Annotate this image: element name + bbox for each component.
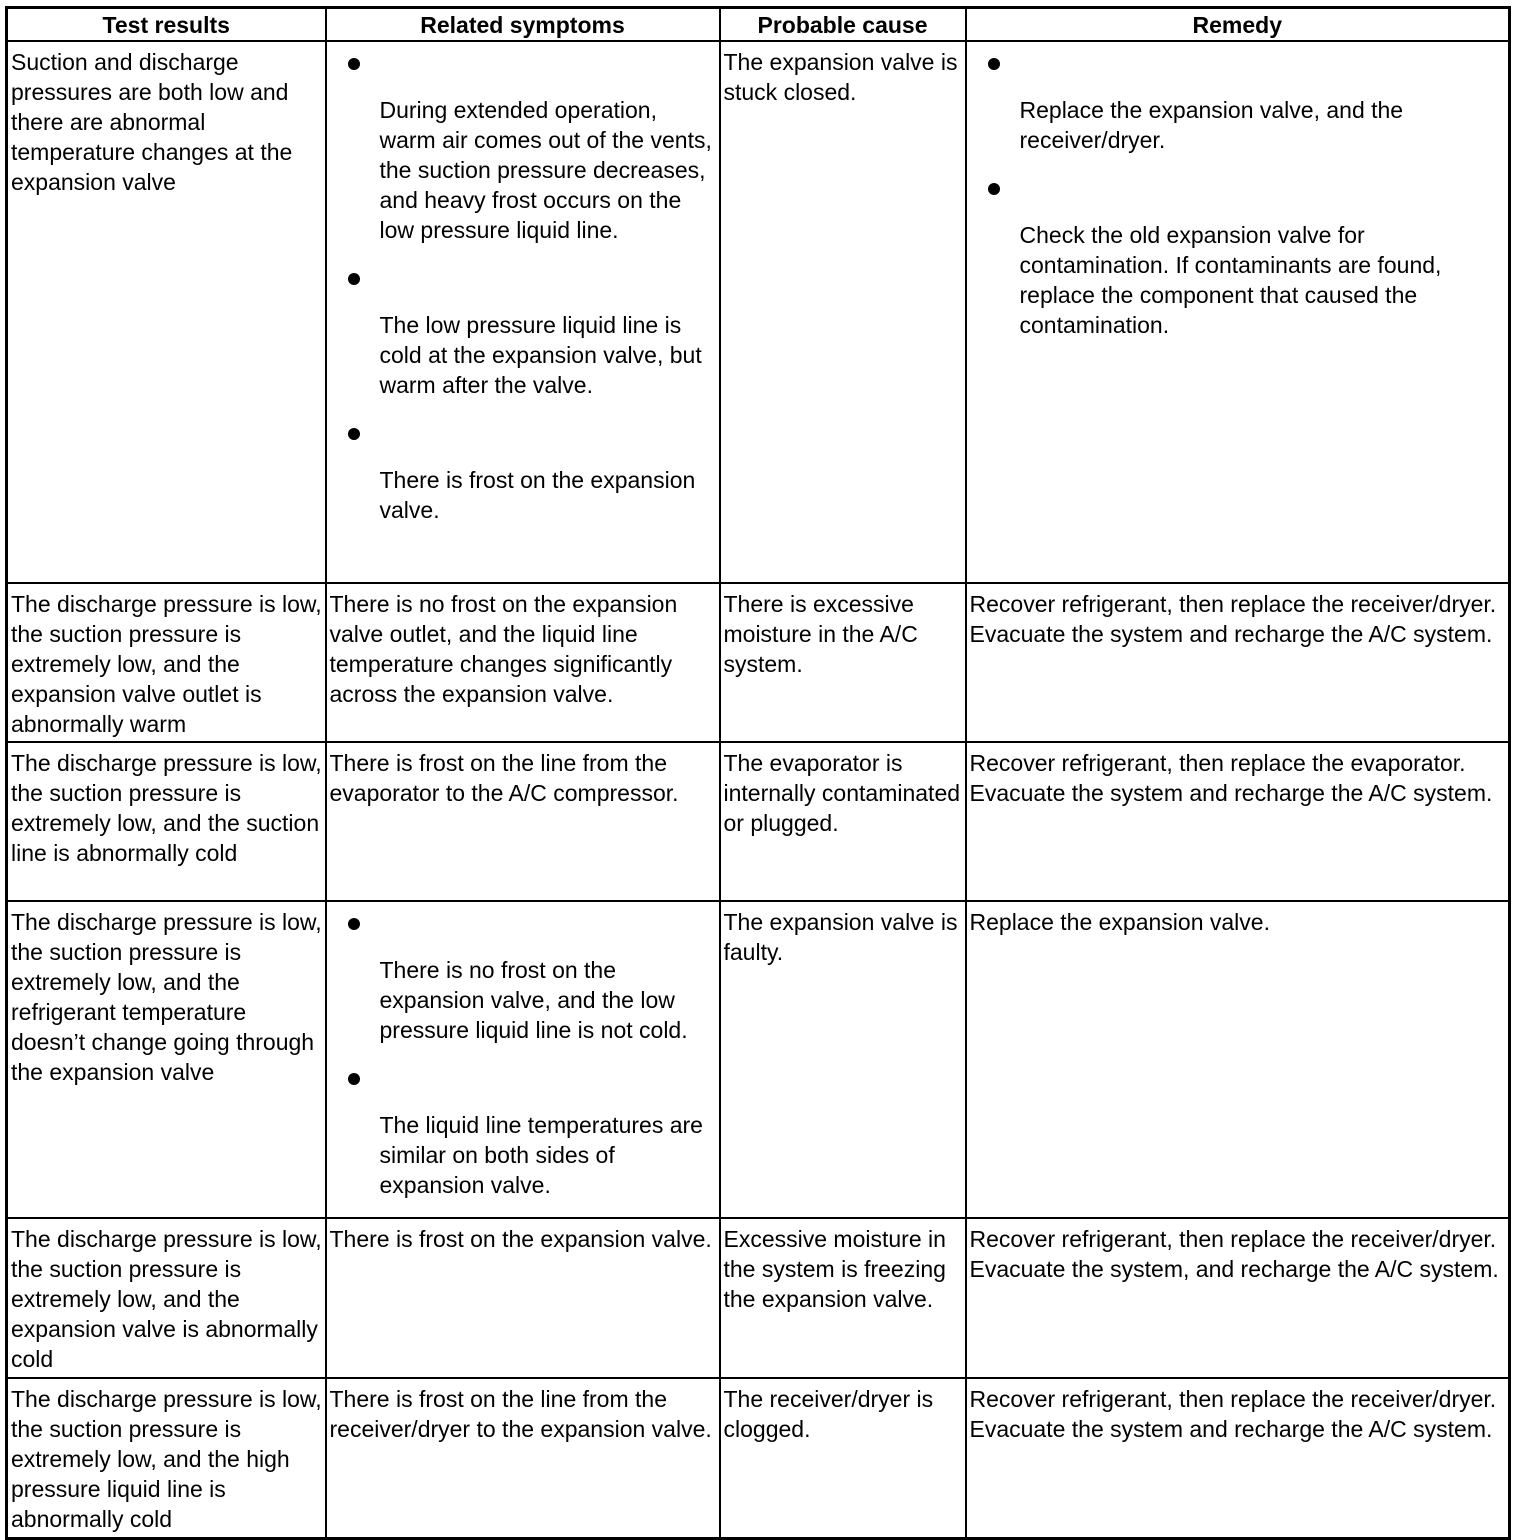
test-result-cell: Suction and discharge pressures are both low and there are abnormal temperature changes at the expansion valve	[7, 41, 326, 583]
symptoms-list	[330, 50, 717, 525]
table-row	[7, 41, 1510, 583]
test-result-cell: The discharge pressure is low, the suction pressure is extremely low, and the expansion valve is abnormally cold	[7, 1218, 326, 1378]
remedy-cell	[966, 41, 1510, 583]
test-result-cell: The discharge pressure is low, the suction pressure is extremely low, and the high pressure liquid line is abnormally cold	[7, 1378, 326, 1539]
table-row	[7, 742, 1510, 901]
table-row	[7, 901, 1510, 1218]
test-result-cell: The discharge pressure is low, the suction pressure is extremely low, and the refrigerant temperature doesn’t change going through the expansion valve	[7, 901, 326, 1218]
remedy-item: Replace the expansion valve, and the receiver/dryer.	[970, 50, 1507, 175]
symptoms-list	[330, 910, 717, 1200]
cause-cell: Excessive moisture in the system is freezing the expansion valve.	[720, 1218, 966, 1378]
cause-cell: There is excessive moisture in the A/C system.	[720, 583, 966, 742]
remedy-item: Check the old expansion valve for contamination. If contaminants are found, replace the component that caused the contamination.	[970, 175, 1507, 340]
remedy-cell: Recover refrigerant, then replace the receiver/dryer. Evacuate the system and recharge the A/C system.	[966, 1378, 1510, 1539]
symptoms-cell: There is frost on the line from the receiver/dryer to the expansion valve.	[326, 1378, 720, 1539]
symptoms-cell: There is no frost on the expansion valve outlet, and the liquid line temperature changes significantly across the expansion valve.	[326, 583, 720, 742]
header-remedy: Remedy	[966, 8, 1510, 42]
header-row	[7, 8, 1510, 42]
test-result-cell: The discharge pressure is low, the suction pressure is extremely low, and the expansion valve outlet is abnormally warm	[7, 583, 326, 742]
symptom-item: The low pressure liquid line is cold at the expansion valve, but warm after the valve.	[330, 265, 717, 420]
table-row	[7, 583, 1510, 742]
cause-cell: The evaporator is internally contaminated or plugged.	[720, 742, 966, 901]
header-probable-cause: Probable cause	[720, 8, 966, 42]
diagnosis-table	[5, 6, 1511, 1540]
test-result-cell: The discharge pressure is low, the suction pressure is extremely low, and the suction line is abnormally cold	[7, 742, 326, 901]
symptoms-cell	[326, 41, 720, 583]
header-related-symptoms: Related symptoms	[326, 8, 720, 42]
remedy-cell: Recover refrigerant, then replace the evaporator. Evacuate the system and recharge the A/C system.	[966, 742, 1510, 901]
remedy-cell: Recover refrigerant, then replace the receiver/dryer. Evacuate the system and recharge the A/C system.	[966, 583, 1510, 742]
header-test-results: Test results	[7, 8, 326, 42]
symptoms-cell	[326, 901, 720, 1218]
symptom-item: There is no frost on the expansion valve, and the low pressure liquid line is not cold.	[330, 910, 717, 1065]
symptoms-cell: There is frost on the expansion valve.	[326, 1218, 720, 1378]
symptom-item: The liquid line temperatures are similar on both sides of expansion valve.	[330, 1065, 717, 1200]
remedy-list	[970, 50, 1507, 340]
symptom-item: During extended operation, warm air comes out of the vents, the suction pressure decreases, and heavy frost occurs on the low pressure liquid line.	[330, 50, 717, 265]
symptom-item: There is frost on the expansion valve.	[330, 420, 717, 525]
table-row	[7, 1378, 1510, 1539]
remedy-cell: Recover refrigerant, then replace the receiver/dryer. Evacuate the system, and recharge the A/C system.	[966, 1218, 1510, 1378]
cause-cell: The expansion valve is stuck closed.	[720, 41, 966, 583]
cause-cell: The receiver/dryer is clogged.	[720, 1378, 966, 1539]
cause-cell: The expansion valve is faulty.	[720, 901, 966, 1218]
table-row	[7, 1218, 1510, 1378]
remedy-cell: Replace the expansion valve.	[966, 901, 1510, 1218]
symptoms-cell: There is frost on the line from the evaporator to the A/C compressor.	[326, 742, 720, 901]
